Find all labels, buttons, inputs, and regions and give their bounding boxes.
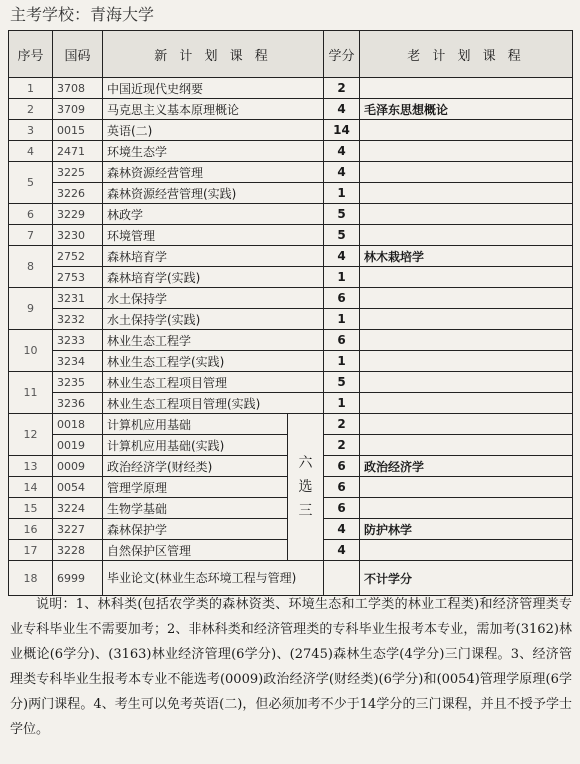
cell-course-name: 林业生态工程学 [103,330,324,351]
cell-course-name: 水土保持学 [103,288,324,309]
cell-course-name: 林业生态工程项目管理(实践) [103,393,324,414]
cell-old-course [360,435,573,456]
cell-credit: 4 [324,540,360,561]
cell-code: 0009 [53,456,103,477]
table-row [9,393,573,414]
cell-seq: 4 [9,141,53,162]
cell-credit: 2 [324,78,360,99]
cell-old-course [360,351,573,372]
cell-code: 3232 [53,309,103,330]
cell-seq: 9 [9,288,53,330]
cell-credit: 1 [324,309,360,330]
elective-group-label [288,414,324,561]
cell-credit: 5 [324,204,360,225]
cell-course-name: 英语(二) [103,120,324,141]
cell-course-name: 计算机应用基础(实践) [103,435,288,456]
cell-code: 0015 [53,120,103,141]
cell-course-name: 森林资源经营管理 [103,162,324,183]
cell-code: 3708 [53,78,103,99]
table-row [9,225,573,246]
cell-code: 0018 [53,414,103,435]
cell-code: 3235 [53,372,103,393]
cell-credit: 1 [324,183,360,204]
cell-code: 2471 [53,141,103,162]
cell-code: 3227 [53,519,103,540]
table-row [9,372,573,393]
cell-old-course: 政治经济学 [360,456,573,477]
cell-old-course: 防护林学 [360,519,573,540]
table-row [9,141,573,162]
cell-course-name: 林业生态工程学(实践) [103,351,324,372]
cell-seq: 13 [9,456,53,477]
cell-course-name: 林业生态工程项目管理 [103,372,324,393]
cell-credit: 5 [324,372,360,393]
explanatory-note: 说明：1、林科类(包括农学类的森林资类、环境生态和工学类的林业工程类)和经济管理类专业专科毕业生不需要加考；2、非林科类和经济管理类的专科毕业生报考本专业，需加考(3162)林业概论(6学分)、(3163)林业经济管理(6学分)、(2745)森林生态学(4学分)三门课程。3、经济管理类专科毕业生报考本专业不能选考(0009)政治经济学(财经类)(6学分)和(0054)管理学原理(6学分)两门课程。4、考生可以免考英语(二)，但必须加考不少于14学分的三门课程，并且不授予学士学位。 [10,597,572,737]
cell-credit: 4 [324,246,360,267]
cell-code: 2752 [53,246,103,267]
table-row [9,414,573,435]
cell-seq: 3 [9,120,53,141]
cell-credit: 6 [324,456,360,477]
cell-old-course [360,414,573,435]
cell-seq: 10 [9,330,53,372]
cell-seq: 14 [9,477,53,498]
cell-course-name: 毕业论文(林业生态环境工程与管理) [103,561,324,596]
cell-old-course [360,141,573,162]
cell-course-name: 环境管理 [103,225,324,246]
cell-seq: 1 [9,78,53,99]
cell-credit: 1 [324,351,360,372]
cell-old-course [360,540,573,561]
elective-label-char: 选 [298,479,313,495]
cell-old-course: 不计学分 [360,561,573,596]
cell-old-course: 林木栽培学 [360,246,573,267]
cell-code: 0019 [53,435,103,456]
header-new-course: 新 计 划 课 程 [103,31,324,78]
cell-old-course: 毛泽东思想概论 [360,99,573,120]
cell-seq: 7 [9,225,53,246]
cell-credit: 6 [324,498,360,519]
cell-credit: 4 [324,519,360,540]
cell-seq: 2 [9,99,53,120]
table-row [9,183,573,204]
cell-code: 6999 [53,561,103,596]
table-body [9,78,573,596]
curriculum-table [8,30,573,596]
cell-credit: 14 [324,120,360,141]
cell-old-course [360,309,573,330]
cell-course-name: 水土保持学(实践) [103,309,324,330]
school-line: 主考学校：青海大学 [10,5,155,24]
cell-code: 3231 [53,288,103,309]
table-row [9,246,573,267]
cell-course-name: 政治经济学(财经类) [103,456,288,477]
cell-old-course [360,78,573,99]
cell-code: 3226 [53,183,103,204]
cell-course-name: 自然保护区管理 [103,540,288,561]
cell-credit: 2 [324,414,360,435]
cell-old-course [360,498,573,519]
cell-code: 3228 [53,540,103,561]
cell-seq: 8 [9,246,53,288]
table-row [9,120,573,141]
table-header-row [9,31,573,78]
cell-credit: 4 [324,99,360,120]
cell-old-course [360,120,573,141]
cell-credit: 6 [324,288,360,309]
cell-credit: 5 [324,225,360,246]
table-row [9,351,573,372]
cell-credit: 1 [324,393,360,414]
cell-old-course [360,372,573,393]
table-row [9,288,573,309]
cell-code: 3230 [53,225,103,246]
cell-course-name: 计算机应用基础 [103,414,288,435]
cell-course-name: 马克思主义基本原理概论 [103,99,324,120]
cell-code: 0054 [53,477,103,498]
table-row [9,267,573,288]
cell-old-course [360,267,573,288]
cell-seq: 17 [9,540,53,561]
cell-code: 3225 [53,162,103,183]
cell-code: 3236 [53,393,103,414]
cell-code: 3234 [53,351,103,372]
header-credit: 学分 [324,31,360,78]
cell-course-name: 森林资源经营管理(实践) [103,183,324,204]
header-old-course: 老 计 划 课 程 [360,31,573,78]
cell-credit: 2 [324,435,360,456]
cell-course-name: 中国近现代史纲要 [103,78,324,99]
cell-course-name: 森林保护学 [103,519,288,540]
elective-label-char: 六 [298,455,313,471]
cell-old-course [360,393,573,414]
cell-old-course [360,183,573,204]
cell-credit: 6 [324,330,360,351]
cell-seq: 18 [9,561,53,596]
cell-seq: 6 [9,204,53,225]
cell-seq: 15 [9,498,53,519]
table-row [9,162,573,183]
cell-code: 3229 [53,204,103,225]
cell-credit: 1 [324,267,360,288]
cell-code: 2753 [53,267,103,288]
cell-credit: 6 [324,477,360,498]
cell-course-name: 森林培育学(实践) [103,267,324,288]
table-row [9,78,573,99]
table-row [9,561,573,596]
cell-credit [324,561,360,596]
table-row [9,309,573,330]
cell-old-course [360,162,573,183]
header-code: 国码 [53,31,103,78]
cell-course-name: 森林培育学 [103,246,324,267]
cell-old-course [360,288,573,309]
table-row [9,204,573,225]
cell-seq: 16 [9,519,53,540]
cell-course-name: 环境生态学 [103,141,324,162]
cell-code: 3709 [53,99,103,120]
elective-label-char: 三 [298,503,313,519]
table-row [9,99,573,120]
cell-course-name: 管理学原理 [103,477,288,498]
cell-code: 3233 [53,330,103,351]
cell-old-course [360,204,573,225]
cell-course-name: 林政学 [103,204,324,225]
cell-code: 3224 [53,498,103,519]
cell-credit: 4 [324,141,360,162]
cell-old-course [360,330,573,351]
cell-course-name: 生物学基础 [103,498,288,519]
cell-seq: 5 [9,162,53,204]
cell-credit: 4 [324,162,360,183]
table-row [9,330,573,351]
cell-old-course [360,225,573,246]
header-seq: 序号 [9,31,53,78]
cell-old-course [360,477,573,498]
cell-seq: 12 [9,414,53,456]
cell-seq: 11 [9,372,53,414]
